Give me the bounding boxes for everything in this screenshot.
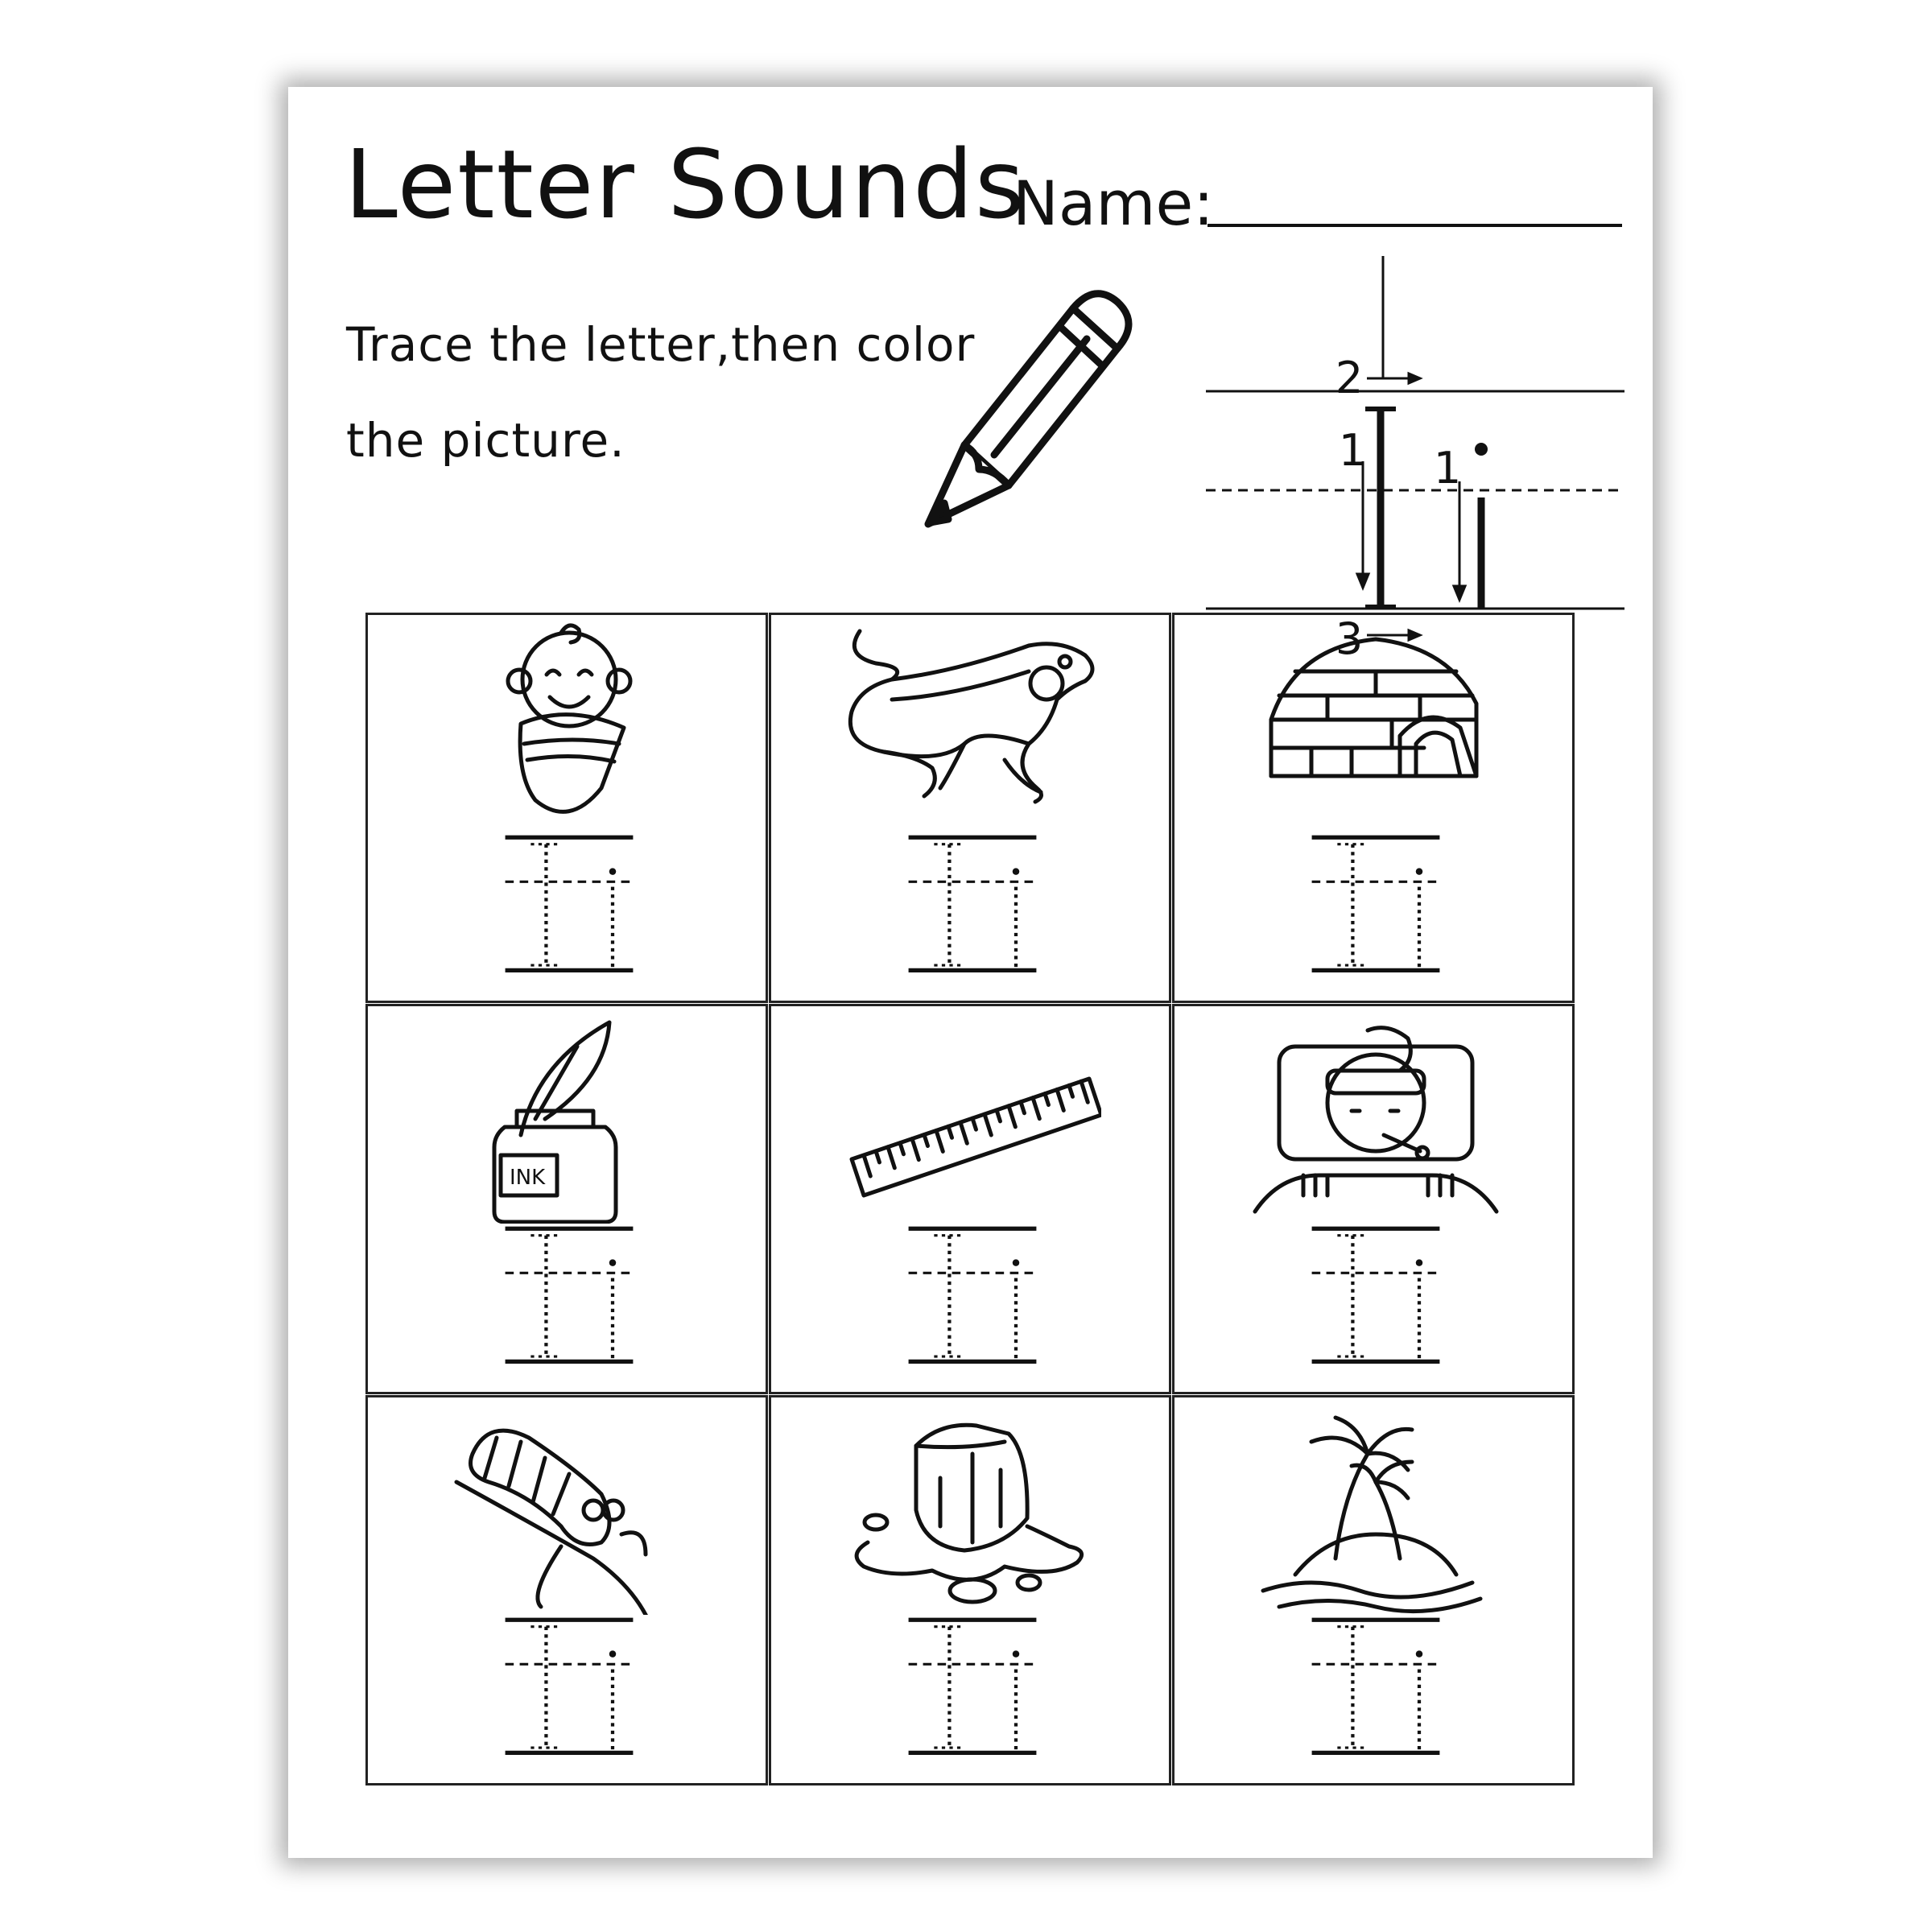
letter-trace-box[interactable]	[1303, 834, 1448, 979]
stroke-step-2: 2	[1335, 353, 1364, 403]
ill-child-icon[interactable]	[1247, 1014, 1505, 1224]
stroke-step-lower-1: 1	[1433, 443, 1462, 493]
picture-cell	[769, 1395, 1171, 1785]
letter-trace-box[interactable]	[900, 1225, 1045, 1370]
inchworm-icon[interactable]	[440, 1406, 698, 1615]
letter-trace-box[interactable]	[900, 834, 1045, 979]
stroke-step-1: 1	[1338, 425, 1367, 476]
picture-cell	[769, 1004, 1171, 1394]
instruction-line-2: the picture.	[346, 413, 625, 468]
instruction-line-1: Trace the letter,then color	[346, 317, 976, 372]
baby-icon[interactable]	[440, 623, 698, 832]
picture-cell	[365, 1004, 768, 1394]
pencil-icon	[884, 268, 1150, 534]
picture-cell	[1172, 613, 1575, 1003]
letter-trace-box[interactable]	[497, 1225, 642, 1370]
ink-bottle-icon[interactable]	[440, 1014, 698, 1224]
letter-trace-box[interactable]	[497, 834, 642, 979]
letter-trace-box[interactable]	[900, 1616, 1045, 1761]
igloo-icon[interactable]	[1247, 623, 1505, 832]
picture-cell	[365, 1395, 768, 1785]
letter-trace-box[interactable]	[1303, 1616, 1448, 1761]
worksheet-page	[288, 87, 1653, 1858]
ice-cube-icon[interactable]	[844, 1406, 1101, 1615]
picture-cell	[769, 613, 1171, 1003]
picture-cell	[365, 613, 768, 1003]
name-write-line[interactable]	[1208, 224, 1622, 227]
letter-trace-box[interactable]	[1303, 1225, 1448, 1370]
iguana-icon[interactable]	[844, 623, 1101, 832]
picture-cell	[1172, 1395, 1575, 1785]
page-title: Letter Sounds	[345, 129, 1026, 240]
picture-cell	[1172, 1004, 1575, 1394]
letter-trace-box[interactable]	[497, 1616, 642, 1761]
stroke-step-3: 3	[1335, 613, 1364, 664]
stroke-order-guide	[1206, 256, 1624, 675]
ruler-icon[interactable]	[844, 1014, 1101, 1224]
picture-grid	[365, 613, 1575, 1788]
ink-label: INK	[510, 1166, 546, 1190]
island-icon[interactable]	[1247, 1406, 1505, 1615]
name-label: Name:	[1013, 167, 1214, 239]
